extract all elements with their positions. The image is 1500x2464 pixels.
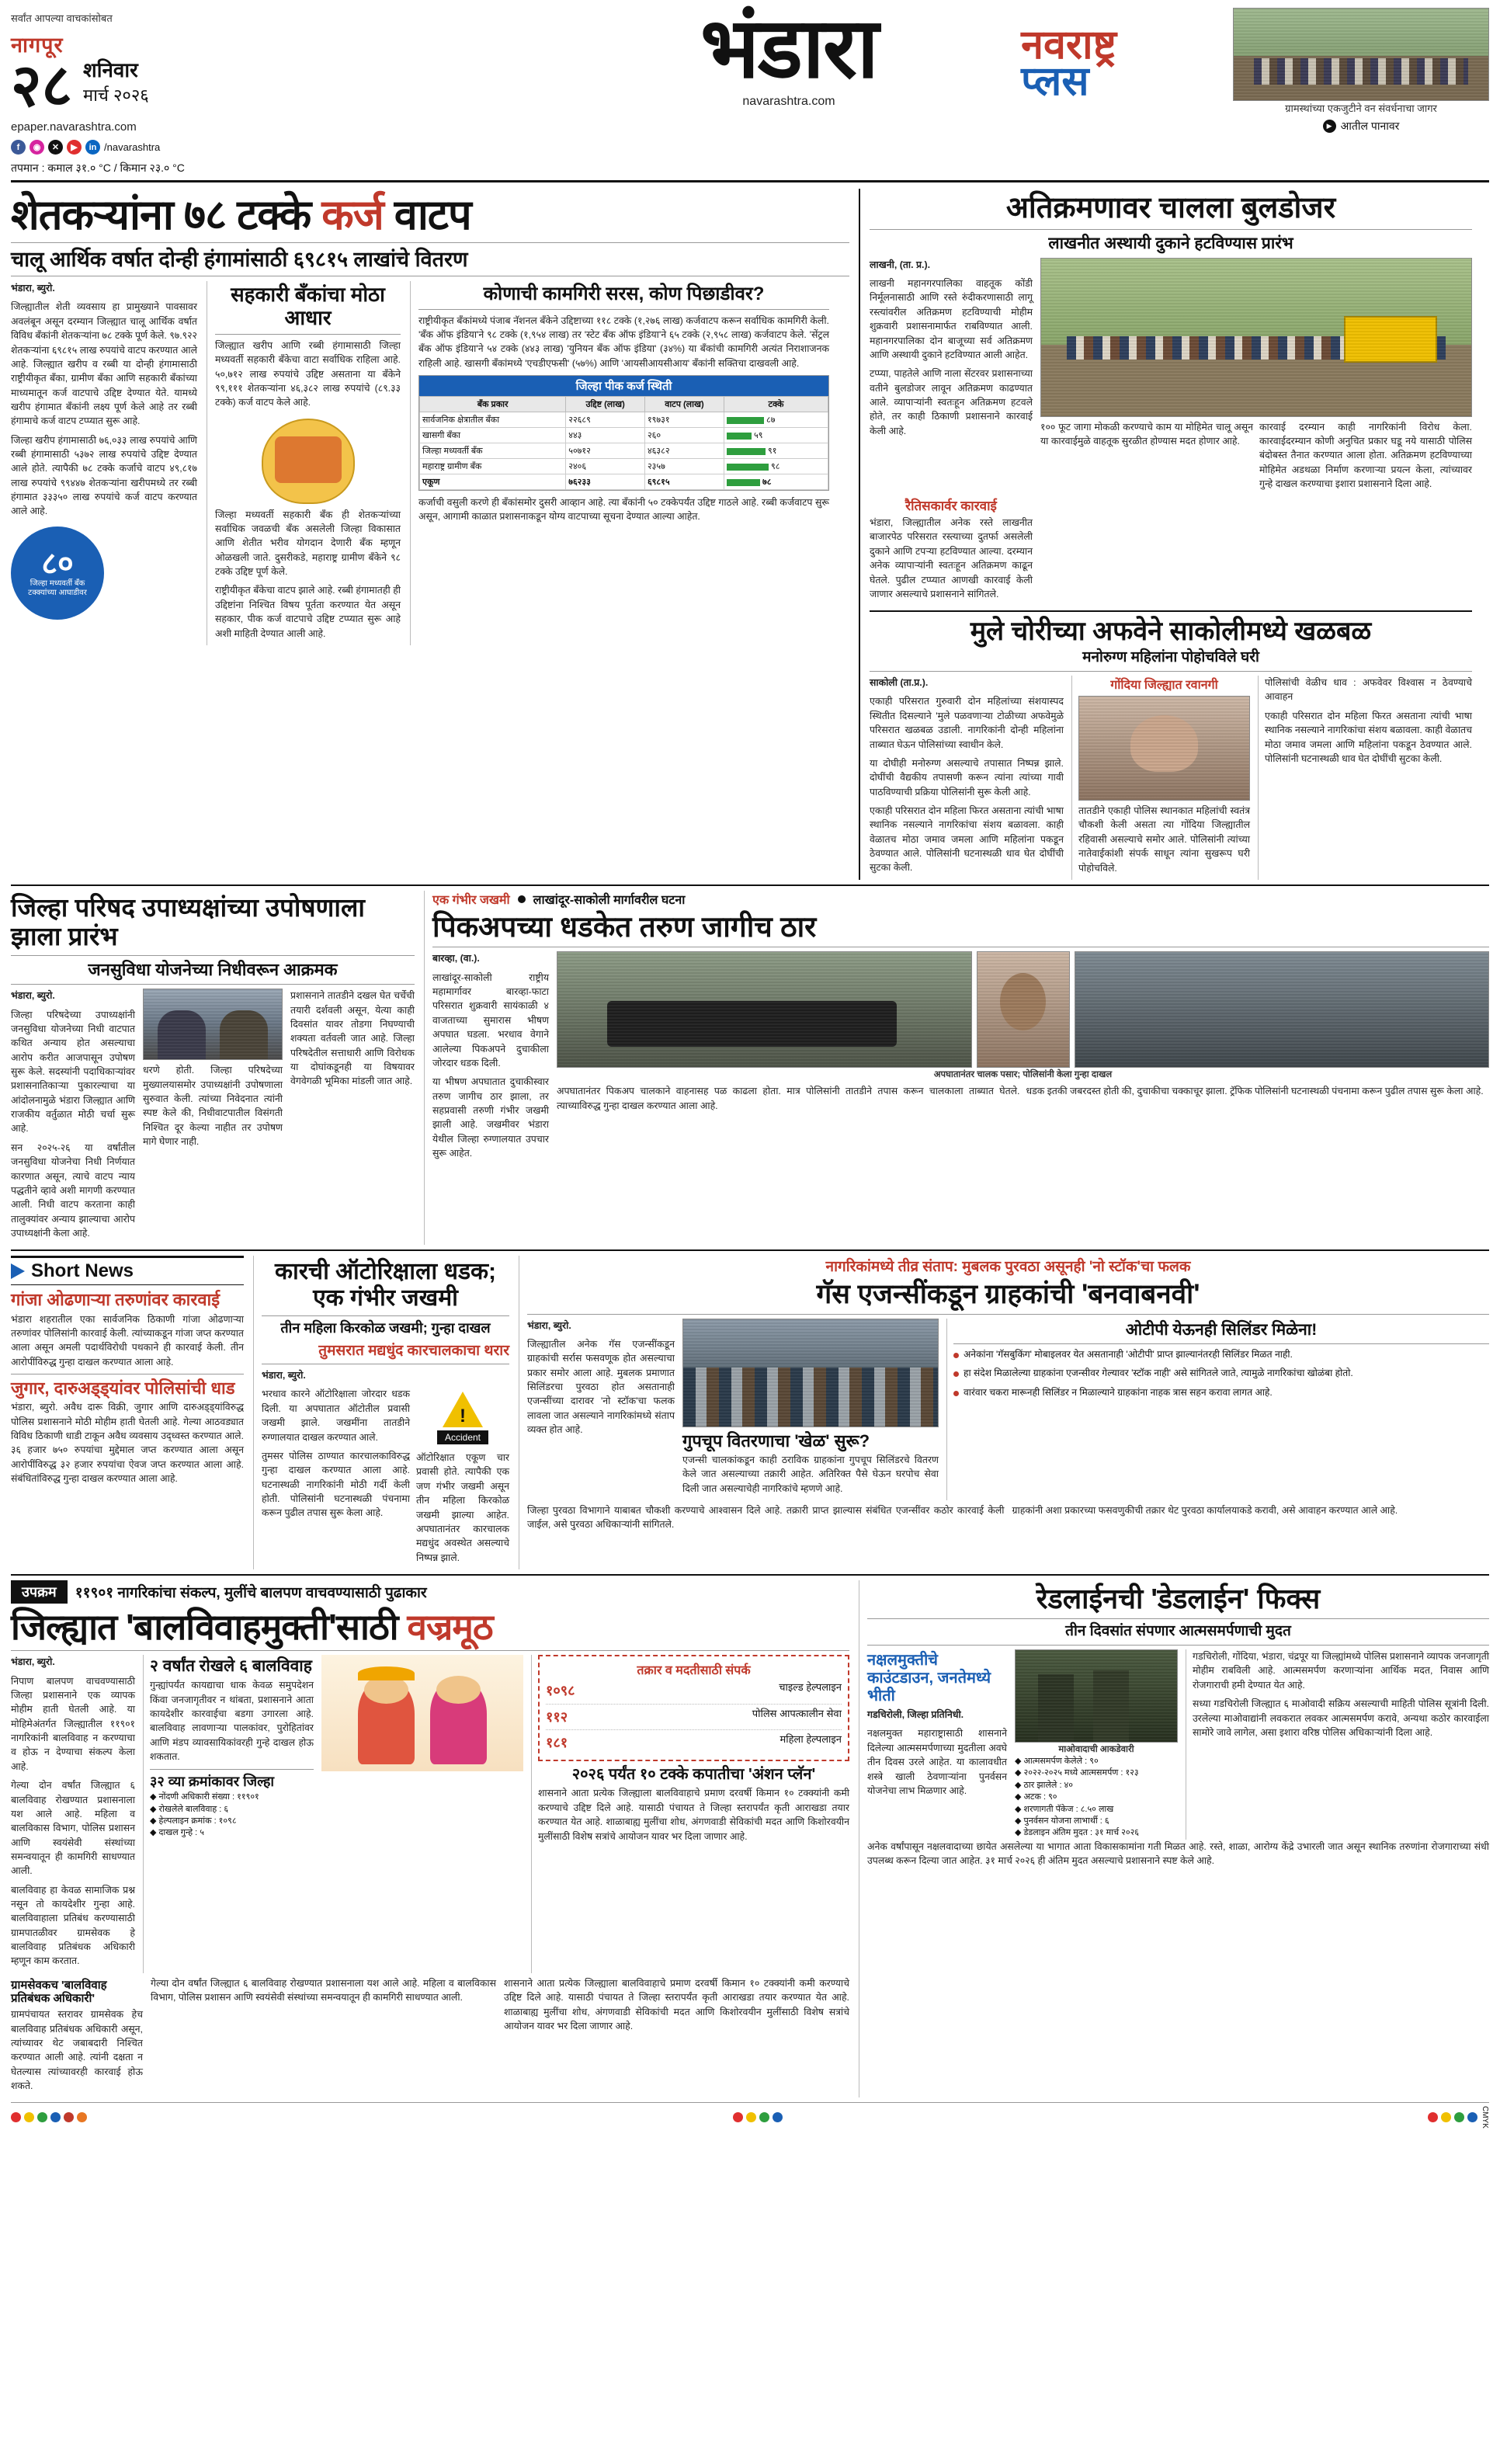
balvivah-extra-2: शासनाने आता प्रत्येक जिल्ह्याला बालविवाहाचे प्रमाण दरवर्षी किमान १० टक्क्यांनी कमी करण्याचे उद्दिष्ट दिले आहे. यासाठी पंचायत ते जिल्हा स्तरापर्यंत कृती आराखडा तयार करण्यात येत आहे. शाळाबाह्य मुलींचा शोध, अंगणवाडी सेविकांची मदत आणि किशोरवयीन मुलींसाठी विशेष सत्रांचे आयोजन यावर भर दिला जाणार आहे. <box>504 1977 849 2031</box>
lead-col3-text: राष्ट्रीयीकृत बँकांमध्ये पंजाब नॅशनल बँकेने उद्दिष्टाच्या ११८ टक्के (१,२७६ लाख) कर्जवाटप करून सर्वाधिक कामगिरी केली. 'बँक ऑफ इंडिया'ने ९८ टक्के (१,९५४ लाख) तर 'स्टेट बँक ऑफ इंडिया'ने ६५ टक्के (२,९५८ लाख) कर्जवाटप केले. 'सेंट्रल बँक ऑफ इंडिया'ने ५४ टक्के (४४३ लाख) 'युनियन बँक ऑफ इंडिया' (३४%) या बँकांची कामगिरी अत्यंत निराशाजनक राहिली आहे. खासगी बँकांमध्ये 'एचडीएफसी' (५७%) आणि 'आयसीआयसीआय' बँकांनी सक्तिचा दाखवली आहे. <box>418 315 829 369</box>
masthead-temperature: तपमान : कमाल ३१.० °C / किमान २३.० °C <box>11 162 185 174</box>
masthead-logo <box>345 3 1233 109</box>
accident-label: Accident <box>437 1430 488 1444</box>
short-news-title: Short News <box>31 1260 134 1282</box>
kidnap-col-1 <box>870 676 1064 880</box>
balvivah-text-2: गेल्या दोन वर्षांत जिल्ह्यात ६ बालविवाह रोखण्यात प्रशासनाला यश आले आहे. महिला व बालविकास विभाग, पोलिस प्रशासन आणि स्वयंसेवी संस्थांच्या समन्वयातून ही कामगिरी साधण्यात आली. <box>11 1780 135 1877</box>
table-row <box>420 474 828 490</box>
auto-subhead: तीन महिला किरकोळ जखमी; गुन्हा दाखल <box>280 1319 491 1336</box>
cell: ६९८१५ <box>644 474 724 490</box>
crop-loan-table-title: जिल्हा पीक कर्ज स्थिती <box>419 376 828 396</box>
balvivah-headline <box>11 1608 849 1646</box>
lead-col3-head: कोणाची कामगिरी सरस, कोण पिछाडीवर? <box>483 283 765 305</box>
balvivah-story <box>11 1580 849 2098</box>
gas-text-4: ग्राहकांनी अशा प्रकारच्या फसवणुकीची तक्रार थेट पुरवठा कार्यालयाकडे करावी, असे आवाहन करण्यात आले आहे. <box>1012 1504 1398 1516</box>
cell: एकूण <box>420 474 566 490</box>
auto-text-3: तुमसर पोलिस ठाण्यात कारचालकाविरुद्ध गुन्हा दाखल करण्यात आला आहे. घटनास्थळी नागरिकांनी मोठी गर्दी केली होती. पोलिसांनी घटनास्थळी पंचनामा करून पुढील तपास सुरू केला आहे. <box>262 1450 410 1519</box>
kidnap-text-1: एकाही परिसरात गुरुवारी दोन महिलांच्या संशयास्पद स्थितीत दिसल्याने 'मुले पळवणाऱ्या टोळीच्या अफवेमुळे परिसरात खळबळ उडाली. नागरिकांनी दोन्ही महिलांना ताब्यात घेऊन पोलिसांच्या स्वाधीन केले. <box>870 696 1064 750</box>
balvivah-text-1: निपाण बालपण वाचवण्यासाठी जिल्हा प्रशासनाने एक व्यापक मोहीम हाती घेतली आहे. या मोहिमेअंतर्गत जिल्ह्यातील ११९०१ नागरिकांनी बालविवाह न करण्याचा व होऊ न देण्याचा संकल्प केला आहे. <box>11 1675 135 1772</box>
lead-col2-head: सहकारी बँकांचा मोठा आधार <box>231 283 385 329</box>
linkedin-icon[interactable]: in <box>85 140 100 155</box>
kidnap-subhead: मनोरुग्ण महिलांना पोहोचविले घरी <box>1082 649 1259 666</box>
balvivah-rank-2: ◆ हेल्पलाइन क्रमांक : १०९८ <box>150 1816 237 1826</box>
promo-link-label: आतील पानावर <box>1340 119 1400 132</box>
gas-photo <box>682 1319 939 1427</box>
masthead <box>11 3 1489 182</box>
bulldozer-text-2: टप्प्या, पाहतेले आणि नाला सेंटरवर प्रशासनाच्या वतीने बुलडोजर लावून अतिक्रमण काढण्यात आले. व्यापाऱ्यांनी स्वतःहून अतिक्रमण हटवले होते, तर काही ठिकाणी प्रशासनाने कारवाई केली आहे. <box>870 368 1033 436</box>
bullet-dot-icon <box>953 1353 959 1358</box>
pickup-headline: पिकअपच्या धडकेत तरुण जागीच ठार <box>432 910 817 943</box>
lead-column <box>11 189 849 880</box>
kidnap-headline: मुले चोरीच्या अफवेने साकोलीमध्ये खळबळ <box>970 617 1372 647</box>
contact-label: पोलिस आपत्कालीन सेवा <box>752 1707 842 1719</box>
kidnap-text-3: एकाही परिसरात दोन महिला फिरत असताना त्यांची भाषा स्थानिक नसल्याने नागरिकांचा संशय बळावला. काही वेळातच मोठा जमाव जमला आणि महिलांना पकडून ठेवण्यात आले. पोलिसांनी घटनास्थळी धाव घेत दोघींची सुटका केली. <box>870 805 1064 874</box>
contact-head: तक्रार व मदतीसाठी संपर्क <box>637 1664 751 1678</box>
play-icon: ▶ <box>1323 120 1336 133</box>
zp-photo <box>143 989 283 1060</box>
short-news-item-0-text: भंडारा शहरातील एका सार्वजनिक ठिकाणी गांजा ओढणाऱ्या तरुणांवर पोलिसांनी कारवाई केली. त्यांच्याकडून गांजा जप्त करण्यात आला असून अमली पदार्थविरोधी पथकाने ही कारवाई केली. तीन आरोपींविरुद्ध गुन्हा दाखल करण्यात आला आहे. <box>11 1313 244 1368</box>
balvivah-text-3: बालविवाह हा केवळ सामाजिक प्रश्न नसून तो कायदेशीर गुन्हा आहे. बालविवाहाला प्रतिबंध करण्यासाठी ग्रामपातळीवर ग्रामसेवक हे बालविवाह प्रतिबंधक अधिकारी म्हणून काम करतात. <box>11 1884 135 1967</box>
masthead-promo <box>1233 8 1489 134</box>
balvivah-plan-head: २०२६ पर्यंत १० टक्के कपातीचा 'अंशन प्लॅन' <box>571 1766 816 1784</box>
instagram-icon[interactable]: ◉ <box>30 140 44 155</box>
cell: खासगी बँका <box>420 428 566 443</box>
short-news-item-1-head: जुगार, दारुअड्ड्यांवर पोलिसांची धाड <box>11 1378 235 1399</box>
cell-bar: ९८ <box>724 459 828 474</box>
bullet-separator-icon <box>518 895 526 903</box>
redline-stat-0: ◆ आत्मसमर्पण केलेले : ९० <box>1015 1757 1099 1767</box>
cell: २६० <box>644 428 724 443</box>
masthead-social <box>11 140 345 155</box>
lead-col3-text-b: कर्जाची वसुली करणे ही बँकांसमोर दुसरी आव्हान आहे. त्या बँकांनी ५० टक्केपर्यंत उद्दिष्ट गाठले आहे. रब्बी कर्जवाटप सुरू असून, आगामी काळात प्रशासनाकडून योग्य वाटपाच्या सूचना देण्यात आल्या आहेत. <box>418 497 829 523</box>
lead-headline-part2: वाटप <box>394 192 471 238</box>
kidnap-text-4: तातडीने एकाही पोलिस स्थानकात महिलांची स्वतंत्र चौकशी केली असता त्या गोंदिया जिल्ह्यातील रहिवासी असल्याचे समोर आले. पोलिसांनी त्यांच्या नातेवाईकांशी संपर्क साधून त्यांना सुखरूप घरी पोहोचविले. <box>1078 805 1250 874</box>
kidnap-col-2 <box>1071 676 1250 880</box>
pickup-photo-bike <box>557 951 972 1068</box>
redline-stat-2: ◆ ठार झालेले : ४० <box>1015 1780 1073 1790</box>
masthead-dateblock <box>11 52 345 119</box>
lead-col1-text-b: जिल्हा खरीप हंगामासाठी ७६,०३३ लाख रुपयांचे आणि रब्बी हंगामासाठी ५३७२ लाख रुपयांचे उद्दिष्ट देण्यात आले होते. त्यापैकी ७८ टक्के कर्जाचे वाटप ४९,८१७ लाख रुपयांचे ९९४४७ शेतकऱ्यांना खरीपमध्ये तर रब्बी हंगामात ३३३५० लाख रुपयांचे कर्ज वाटप करण्यात आले आहे. <box>11 434 197 517</box>
arrow-icon <box>11 1263 25 1279</box>
gas-text-3: जिल्हा पुरवठा विभागाने याबाबत चौकशी करण्याचे आश्वासन दिले आहे. तक्रारी प्राप्त झाल्यास संबंधित एजन्सींवर कठोर कारवाई केली जाईल, असे पुरवठा अधिकाऱ्यांनी सांगितले. <box>527 1504 1005 1531</box>
pickup-kicker-left: एक गंभीर जखमी <box>432 893 510 907</box>
gas-bullet-1-text: हा संदेश मिळालेल्या ग्राहकांना एजन्सीवर गेल्यावर 'स्टॉक नाही' असे सांगितले जाते, त्यामुळे नागरिकांचा खोळंबा होतो. <box>964 1368 1353 1379</box>
contact-row-2[interactable] <box>546 1730 842 1755</box>
balvivah-rank-0: ◆ नोंदणी अधिकारी संख्या : ११९०१ <box>150 1792 259 1802</box>
pickup-photo-crowd <box>1075 951 1490 1068</box>
lead-col2-text-b: जिल्हा मध्यवर्ती सहकारी बँक ही शेतकऱ्यांच्या सर्वाधिक जवळची बँक असलेली जिल्हा विकासात आणि शेतीत भरीव योगदान देणारी बँक म्हणून ओळखली जाते. दुसरीकडे, महाराष्ट्र ग्रामीण बँकेने ९८ टक्के उद्दिष्ट पूर्ण केले. <box>215 509 401 578</box>
pickup-text-2: या भीषण अपघातात दुचाकीस्वार तरुण जागीच ठार झाला, तर सहप्रवासी तरुणी गंभीर जखमी झाली आहे. जखमीवर भंडारा येथील जिल्हा रुग्णालयात उपचार सुरू आहेत. <box>432 1076 549 1159</box>
redline-text-3: सध्या गडचिरोली जिल्ह्यात ६ माओवादी सक्रिय असल्याची माहिती पोलिस सूत्रांनी दिली. उरलेल्या माओवाद्यांनी लवकरात लवकर आत्मसमर्पण करावे, अन्यथा कठोर कारवाईला सामोरे जावे लागेल, असा इशारा वरिष्ठ पोलिस अधिकाऱ्यांनी दिला आहे. <box>1193 1698 1489 1738</box>
zp-dateline: भंडारा, ब्युरो. <box>11 990 55 1002</box>
gas-dateline: भंडारा, ब्युरो. <box>527 1319 571 1331</box>
balvivah-bottom-head: ग्रामसेवकच 'बालविवाह प्रतिबंधक अधिकारी' <box>11 1978 107 2006</box>
bulldozer-headline: अतिक्रमणावर चालला बुलडोजर <box>1005 192 1336 224</box>
auto-headline: कारची ऑटोरिक्षाला धडक; एक गंभीर जखमी <box>274 1259 497 1311</box>
stat-badge-number: ८० <box>41 547 74 582</box>
gas-sub1: गुपचूप वितरणाचा 'खेळ' सुरू? <box>682 1430 870 1451</box>
gas-right-head: ओटीपी येऊनही सिलिंडर मिळेना! <box>1125 1320 1318 1339</box>
lead-col-3 <box>410 281 829 645</box>
balvivah-stat-text: गुन्ह्यांपर्यंत कायद्याचा धाक केवळ समुपदेशन किंवा जनजागृतीवर न थांबता, प्रशासनाने आता कायदेशीर कारवाईचा बडगा उगारला आहे. बालविवाह लावणाऱ्या पालकांवर, पुरोहितांवर आणि मंडप व्यावसायिकांवरही गुन्हे दाखल होऊ शकतात. <box>150 1680 314 1763</box>
zp-subhead: जनसुविधा योजनेच्या निधीवरून आक्रमक <box>88 959 338 979</box>
redline-text-2: गडचिरोली, गोंदिया, भंडारा, चंद्रपूर या जिल्ह्यांमध्ये पोलिस प्रशासनाने व्यापक जनजागृती मोहीम राबविली आहे. आत्मसमर्पण करणाऱ्यांना आर्थिक मदत, निवास आणि रोजगाराची हमी देण्यात येत आहे. <box>1193 1651 1489 1691</box>
gas-story <box>519 1256 1489 1569</box>
lead-col2-text: जिल्ह्यात खरीप आणि रब्बी हंगामासाठी जिल्हा मध्यवर्ती सहकारी बँकेचा वाटा सर्वाधिक राहिला आहे. ५०,७१२ लाख रुपयांचे उद्दिष्ट असताना या बँकेने ९९,१११ शेतकऱ्यांना ४६,३८२ लाख रुपयांचे (८९.३३ टक्के) कर्ज वाटप केले आहे. <box>215 339 401 408</box>
redline-stat-3: ◆ अटक : ९० <box>1015 1792 1057 1802</box>
contact-number: १०९८ <box>546 1683 575 1699</box>
cell: जिल्हा मध्यवर्ती बँक <box>420 443 566 459</box>
crop-loan-data-table <box>419 396 828 490</box>
auto-kicker: तुमसरात मद्यधुंद कारचालकाचा थरार <box>318 1343 509 1360</box>
bulldozer-subhead: लाखनीत अस्थायी दुकाने हटविण्यास प्रारंभ <box>1048 234 1293 252</box>
redline-photo <box>1015 1649 1178 1743</box>
cell-bar: ७८ <box>724 474 828 490</box>
zp-text-2: सन २०२५-२६ या वर्षांतील जनसुविधा योजनेचा निधी निर्णयात कारणात असून, त्याचे वाटप न्याय पद्धतीने व्हावे अशी मागणी करण्यात आली. निधी वाटप करताना काही तालुक्यांवर अन्याय झाल्याचा आरोप उपाध्यक्षांनी केला आहे. <box>11 1142 135 1239</box>
gas-bullet-0 <box>953 1348 1489 1362</box>
lead-headline-highlight: कर्ज <box>321 192 384 238</box>
cell: सार्वजनिक क्षेत्रातील बँका <box>420 412 566 428</box>
masthead-day: शनिवार <box>83 58 138 82</box>
bullet-dot-icon <box>953 1391 959 1396</box>
cell: ५०७१२ <box>566 443 645 459</box>
contact-number: १८१ <box>546 1735 568 1751</box>
lead-col-1 <box>11 281 197 645</box>
short-news-item-1-text: भंडारा, ब्युरो. अवैध दारू विक्री, जुगार आणि दारुअड्ड्यांविरुद्ध पोलिस प्रशासनाने मोठी मोहीम हाती घेतली आहे. गेल्या आठवड्यात विविध ठिकाणी धाडी टाकून अवैध व्यवसाय उद्ध्वस्त करण्यात आले. ३६ हजार ७५० रुपयांचा मुद्देमाल जप्त करण्यात आला असून आरोपींविरुद्ध ३२ हजार रुपयांचा ऐवज जप्त करण्यात आला आहे. संबंधितांविरुद्ध गुन्हा दाखल करण्यात आला आहे. <box>11 1402 244 1485</box>
zp-text-1: जिल्हा परिषदेच्या उपाध्यक्षांनी जनसुविधा योजनेच्या निधी वाटपात कथित अन्याय होत असल्याचा आरोप करीत आजपासून उपोषण सुरू केले. सदस्यांनी पदाधिकाऱ्यांवर प्रशासनातिकाऱ्या पुकारल्याचा या आंदोलनामुळे भंडारा जिल्ह्यात आणि राजकीय वर्तुळात मोठी चर्चा सुरू आहे. <box>11 1009 135 1135</box>
masthead-tagline: सर्वांत आपल्या वाचकांसोबत <box>11 12 113 24</box>
masthead-epaper-url[interactable]: epaper.navarashtra.com <box>11 120 137 134</box>
money-bag-illustration <box>250 415 366 508</box>
lead-subhead: चालू आर्थिक वर्षात दोन्ही हंगामांसाठी ६९८१५ लाखांचे वितरण <box>11 247 468 271</box>
balvivah-bottom-text: ग्रामपंचायत स्तरावर ग्रामसेवक हेच बालविवाह प्रतिबंधक अधिकारी असून, त्यांच्यावर थेट जबाबदारी निश्चित करण्यात आली आहे. त्यांनी दक्षता न घेतल्यास त्यांच्यावरही कारवाई होऊ शकते. <box>11 2009 143 2092</box>
cell: २३५७ <box>644 459 724 474</box>
redline-photo-caption: माओवादाची आकडेवारी <box>1058 1745 1134 1755</box>
gas-kicker: नागरिकांमध्ये तीव्र संताप: मुबलक पुरवठा असूनही 'नो स्टॉक'चा फलक <box>825 1259 1191 1276</box>
cell-bar: ५९ <box>724 428 828 443</box>
auto-story <box>253 1256 509 1569</box>
main-top-grid <box>11 189 1489 880</box>
cell: ७६२३३ <box>566 474 645 490</box>
kidnap-photo <box>1078 696 1250 801</box>
stat-badge-text: जिल्हा मध्यवर्ती बँक टक्क्यांच्या आघाडीवर <box>28 579 87 597</box>
masthead-city: नागपूर <box>11 33 64 57</box>
bulldozer-photo <box>1040 258 1472 417</box>
balvivah-rank-head: ३२ व्या क्रमांकावर जिल्हा <box>150 1773 275 1789</box>
balvivah-extra-1: गेल्या दोन वर्षांत जिल्ह्यात ६ बालविवाह रोखण्यात प्रशासनाला यश आले आहे. महिला व बालविकास विभाग, पोलिस प्रशासन आणि स्वयंसेवी संस्थांच्या समन्वयातून ही कामगिरी साधण्यात आली. <box>151 1977 496 2004</box>
bulldozer-text-4: कारवाई दरम्यान काही नागरिकांनी विरोध केला. कारवाईदरम्यान कोणी अनुचित प्रकार घडू नये यासाठी पोलिस बंदोबस्त तैनात करण्यात आला होता. अतिक्रमण हटविण्याच्या मोहिमेत अडथळा निर्माण करणाऱ्या प्रयत्न केला, त्यांच्यावर गुन्हे दाखल करण्याचा इशारा प्रशासनाने दिला आहे. <box>1259 421 1472 490</box>
kidnap-dateline: साकोली (ता.प्र.). <box>870 677 929 689</box>
contact-row-1[interactable] <box>546 1705 842 1730</box>
kidnap-text-5: एकाही परिसरात दोन महिला फिरत असताना त्यांची भाषा स्थानिक नसल्याने नागरिकांचा संशय बळावला. काही वेळातच मोठा जमाव जमला आणि महिलांना पकडून ठेवण्यात आले. पोलिसांनी घटनास्थळी धाव घेत दोघींची सुटका केली. <box>1265 710 1472 764</box>
cell: ४४३ <box>566 428 645 443</box>
youtube-icon[interactable]: ▶ <box>67 140 82 155</box>
redline-story <box>859 1580 1489 2098</box>
short-news-block <box>11 1256 244 1569</box>
lead-headline <box>11 193 849 238</box>
bulldozer-text-1: लाखनी महानगरपालिका वाहतूक कोंडी निर्मूलनासाठी आणि रस्ते रुंदीकरणासाठी लागू रस्त्यांवरील अतिक्रमण हटविण्याची मोहीम शुक्रवारी प्रशासनामार्फत राबविण्यात आली. महानगरपालिका दोन बाजूच्या सर्व अतिक्रमण आणि अस्थायी दुकाने हटविण्यात आली आहेत. <box>870 278 1033 360</box>
contact-row-0[interactable] <box>546 1678 842 1704</box>
short-news-item-0-head: गांजा ओढणाऱ्या तरुणांवर कारवाई <box>11 1290 220 1310</box>
table-row <box>420 428 828 443</box>
balvivah-rank-3: ◆ दाखल गुन्हे : ५ <box>150 1828 204 1838</box>
balvivah-kicker: ११९०१ नागरिकांचा संकल्प, मुलींचे बालपण वाचवण्यासाठी पुढाकार <box>75 1584 427 1601</box>
bulldozer-sub2-text: भंडारा, जिल्ह्यातील अनेक रस्ते लाखनीत बाजारपेठ परिसरात रस्त्याच्या दुतर्फा असलेली दुकाने आणि टपऱ्या हटविण्यात आल्या. दरम्यान अनेक व्यापाऱ्यांनी स्वतःहून अतिक्रमण काढून घेतले. पुढील टप्प्यात आणखी कारवाई केली जाणार असल्याचे प्रशासनाने सांगितले. <box>870 517 1033 599</box>
cell-bar: ८७ <box>724 412 828 428</box>
redline-subhead: तीन दिवसांत संपणार आत्मसमर्पणाची मुदत <box>1065 1623 1291 1640</box>
registration-dots-right <box>1428 2106 1489 2129</box>
bulldozer-text-col <box>870 258 1033 496</box>
gas-bullet-0-text: अनेकांना 'गॅसबुकिंग' मोबाइलवर येत असतानाही 'ओटीपी' प्राप्त झाल्यानंतरही सिलिंडर मिळत नाही. <box>964 1348 1293 1360</box>
redline-text-1: नक्षलमुक्त महाराष्ट्रासाठी शासनाने दिलेल्या आत्मसमर्पणाच्या मुदतीला अवघे तीन दिवस उरले आहेत. या कालावधीत शस्त्रे खाली ठेवणाऱ्यांना पुनर्वसन योजनेचा लाभ मिळणार आहे. <box>867 1728 1007 1796</box>
redline-stat-4: ◆ शरणागती पॅकेज : ८.५० लाख <box>1015 1804 1114 1814</box>
zp-text-3: धरणे होती. जिल्हा परिषदेच्या मुख्यालयासमोर उपाध्यक्षांनी उपोषणाला सुरुवात केली. त्यांच्या निवेदनात त्यांनी स्पष्ट केले की, निधीवाटपातील विसंगती निश्चित दूर केल्या नाहीत तर उपोषण मागे घेणार नाही. <box>143 1065 283 1147</box>
kidnap-right-label: गोंदिया जिल्ह्यात रवानगी <box>1110 679 1218 693</box>
cell-bar: ९१ <box>724 443 828 459</box>
balvivah-headline-part1: जिल्ह्यात 'बालविवाहमुक्ती'साठी <box>11 1606 398 1647</box>
table-row <box>420 443 828 459</box>
masthead-month-year: मार्च २०२६ <box>83 85 149 105</box>
cell: ४६३८२ <box>644 443 724 459</box>
balvivah-tag: उपक्रम <box>11 1580 68 1604</box>
registration-dots-left <box>11 2112 87 2122</box>
bulldozer-dateline: लाखनी, (ता. प्र.). <box>870 259 931 270</box>
gas-bullet-2-text: वारंवार चकरा मारूनही सिलिंडर न मिळाल्याने ग्राहकांना नाहक त्रास सहन करावा लागत आहे. <box>964 1387 1273 1399</box>
masthead-date-number: २८ <box>11 52 73 119</box>
logo-brand <box>1021 23 1116 104</box>
gas-headline: गॅस एजन्सींकडून ग्राहकांची 'बनवाबनवी' <box>816 1279 1200 1310</box>
bulldozer-text-3: १०० फूट जागा मोकळी करण्याचे काम या मोहिमेत चालू असून या कारवाईमुळे वाहतूक सुरळीत होण्यास मदत होणार आहे. <box>1040 421 1253 447</box>
gas-text-2: एजन्सी चालकांकडून काही ठराविक ग्राहकांना गुपचूप सिलिंडरचे वितरण केले जात असल्याच्या तक्रारी आहेत. अतिरिक्त पैसे घेऊन घरपोच सेवा दिली जात असल्याचेही नागरिकांचे म्हणणे आहे. <box>682 1454 939 1494</box>
promo-link[interactable] <box>1233 119 1489 134</box>
registration-dots-center <box>733 2112 783 2122</box>
balvivah-stat-head: २ वर्षांत रोखले ६ बालविवाह <box>150 1657 312 1676</box>
auto-dateline: भंडारा, ब्युरो. <box>262 1370 306 1381</box>
zp-text-4: प्रशासनाने तातडीने दखल घेत चर्चेची तयारी दर्शवली असून, येत्या काही दिवसांत यावर तोडगा निघण्याची शक्यता वर्तवली जात आहे. जिल्हा परिषदेतील सत्ताधारी आणि विरोधक या दोघांकडूनही या विषयावर वेगवेगळी भूमिका मांडली जात आहे. <box>290 990 415 1087</box>
cell: १९७३१ <box>644 412 724 428</box>
redline-headline: रेडलाईनची 'डेडलाईन' फिक्स <box>1036 1582 1321 1614</box>
lead-col2-text-c: राष्ट्रीयीकृत बँकेचा वाटप झाले आहे. रब्बी हंगामातही ही उद्दिष्टांना निश्चित विषय पूर्तता करण्यात येत असून सहकार, पीक कर्ज वाटपाचे उद्दिष्ट टप्प्यात सुरू आहे अशी माहिती देण्यात आली आहे. <box>215 585 401 639</box>
crop-loan-table <box>418 375 829 491</box>
auto-text-1: भरधाव कारने ऑटोरिक्षाला जोरदार धडक दिली. या अपघातात ऑटोतील प्रवासी जखमी झाले. जखमींना तातडीने रुग्णालयात दाखल करण्यात आले. <box>262 1388 410 1443</box>
redline-stat-1: ◆ २०२२-२०२५ मध्ये आत्मसमर्पण : १२३ <box>1015 1768 1139 1778</box>
auto-text-2: ऑटोरिक्षात एकूण चार प्रवासी होते. त्यापैकी एक जण गंभीर जखमी असून तीन महिला किरकोळ जखमी झाल्या आहेत. अपघातानंतर कारचालक मद्यधुंद अवस्थेत असल्याचे निष्पन्न झाले. <box>416 1452 509 1563</box>
redline-dateline: गडचिरोली, जिल्हा प्रतिनिधी. <box>867 1709 964 1721</box>
balvivah-rank-1: ◆ रोखलेले बालविवाह : ६ <box>150 1804 229 1814</box>
logo-navarashtra: नवराष्ट्र <box>1021 23 1116 68</box>
logo-title: भंडारा <box>700 3 877 96</box>
contact-box <box>538 1655 849 1761</box>
third-band <box>11 1256 1489 1569</box>
gas-bullet-2 <box>953 1386 1489 1400</box>
redline-left-head: नक्षलमुक्तीचे काउंटडाउन, जनतेमध्ये भीती <box>867 1652 991 1705</box>
pickup-text-3: अपघातानंतर पिकअप चालकाने वाहनासह पळ काढला होता. मात्र पोलिसांनी तातडीने तपास करून चालकाला ताब्यात घेतले. त्याच्याविरुद्ध गुन्हा दाखल करण्यात आला आहे. <box>557 1086 1020 1111</box>
redline-text-4: अनेक वर्षांपासून नक्षलवादाच्या छायेत असलेल्या या भागात आता विकासकामांना गती मिळत आहे. रस्ते, शाळा, आरोग्य केंद्रे उभारली जात असून स्थानिक तरुणांना रोजगाराच्या संधी उपलब्ध करून दिल्या जात आहेत. ३१ मार्च २०२६ ही अंतिम मुदत असल्याचे प्रशासनाने स्पष्ट केले आहे. <box>867 1840 1489 1867</box>
th-0: बँक प्रकार <box>420 397 566 412</box>
contact-label: चाइल्ड हेल्पलाइन <box>779 1681 842 1694</box>
redline-stat-5: ◆ पुनर्वसन योजना लाभार्थी : ६ <box>1015 1816 1109 1826</box>
right-column <box>859 189 1472 880</box>
cell: महाराष्ट्र ग्रामीण बँक <box>420 459 566 474</box>
masthead-left <box>11 8 345 176</box>
bulldozer-photo-col <box>1040 258 1472 496</box>
balvivah-headline-part2: वज्रमूठ <box>407 1606 493 1647</box>
pickup-photo-accused <box>977 951 1070 1068</box>
gas-text-1: जिल्ह्यातील अनेक गॅस एजन्सींकडून ग्राहकांची सर्रास फसवणूक होत असल्याचा प्रकार समोर आला आहे. मुबलक प्रमाणात सिलिंडरचा पुरवठा होत असतानाही एजन्सींच्या दारावर 'नो स्टॉक'चा फलक लावला जात असल्याने नागरिकांमध्ये संताप व्यक्त होत आहे. <box>527 1338 675 1436</box>
warning-icon <box>443 1392 483 1427</box>
th-3: टक्के <box>724 397 828 412</box>
masthead-website[interactable]: navarashtra.com <box>742 95 835 108</box>
lead-col1-text: जिल्ह्यातील शेती व्यवसाय हा प्रामुख्याने पावसावर अवलंबून असून दरम्यान जिल्ह्यात चालू आर्थिक वर्षात विविध बँकांनी शेतकऱ्यांना ७८ टक्के पूर्ण केले. ९७.९२२ शेतकऱ्यांना ६९८१५ लाख रुपयांचे वाटप करण्यात आले आहे. जिल्ह्यात खरीप व रब्बी या दोन्ही हंगामासाठी राष्ट्रीयीकृत बँका, ग्रामीण बँका आणि सहकारी बँकांच्या माध्यमातून कर्ज वाटपाचे उद्दिष्ट देण्यात येते. यामध्ये खरीप हंगामात बँकांनी लक्ष्य पूर्ण केले आहे तर रब्बी हंगामाचे कर्ज वाटप टप्प्यात सुरू आहे. <box>11 301 197 427</box>
cell: २२६८९ <box>566 412 645 428</box>
child-marriage-illustration <box>321 1655 523 1771</box>
th-2: वाटप (लाख) <box>644 397 724 412</box>
cmyk-label: CMYK <box>1481 2106 1489 2129</box>
promo-photo <box>1233 8 1489 101</box>
pickup-text-4: धडक इतकी जबरदस्त होती की, दुचाकीचा चक्काचूर झाला. ट्रॅफिक पोलिसांनी घटनास्थळी पंचनामा करून पुढील तपास सुरू केला आहे. <box>1026 1086 1484 1097</box>
contact-label: महिला हेल्पलाइन <box>780 1733 842 1746</box>
pickup-kicker-right: लाखांदूर-साकोली मार्गावरील घटना <box>533 893 686 907</box>
gas-bullet-1 <box>953 1367 1489 1381</box>
redline-stat-6: ◆ डेडलाइन अंतिम मुदत : ३१ मार्च २०२६ <box>1015 1828 1140 1838</box>
pickup-photo-caption: अपघातानंतर चालक पसार; पोलिसांनी केला गुन्हा दाखल <box>933 1070 1113 1080</box>
contact-number: ११२ <box>546 1708 568 1725</box>
pickup-dateline: बारव्हा, (वा.). <box>432 953 480 964</box>
pickup-text-1: लाखांदूर-साकोली राष्ट्रीय महामार्गावर बारव्हा-फाटा परिसरात शुक्रवारी सायंकाळी ४ वाजताच्या सुमारास भीषण अपघात घडला. भरधाव वेगाने आलेल्या पिकअपने दुचाकीला जोरदार धडक दिली. <box>432 971 549 1069</box>
cell: २४०६ <box>566 459 645 474</box>
facebook-icon[interactable]: f <box>11 140 26 155</box>
th-1: उद्दिष्ट (लाख) <box>566 397 645 412</box>
lead-col-2 <box>207 281 401 645</box>
promo-caption: ग्रामस्थांच्या एकजुटीने वन संवर्धनाचा जागर <box>1285 103 1437 114</box>
zp-story <box>11 891 415 1245</box>
x-icon[interactable]: ✕ <box>48 140 63 155</box>
stat-badge <box>11 527 104 620</box>
lead-headline-part1: शेतकऱ्यांना ७८ टक्के <box>11 192 311 238</box>
balvivah-dateline: भंडारा, ब्युरो. <box>11 1656 55 1668</box>
kidnap-col-3 <box>1258 676 1472 880</box>
kidnap-text-2: या दोघीही मनोरुग्ण असल्याचे तपासात निष्पन्न झाले. दोघींची वैद्यकीय तपासणी करून त्यांना त्यांच्या गावी पाठविण्याची प्रक्रिया पोलिसांनी सुरू केली आहे. <box>870 757 1064 798</box>
logo-plus: प्लस <box>1021 59 1089 104</box>
second-band <box>11 891 1489 1245</box>
table-row <box>420 412 828 428</box>
short-news-header <box>11 1256 244 1285</box>
kidnap-note: पोलिसांची वेळीच धाव : अफवेवर विश्वास न ठेवण्याचे आवाहन <box>1265 677 1472 703</box>
lead-dateline: भंडारा, ब्युरो. <box>11 283 55 294</box>
balvivah-plan-text: शासनाने आता प्रत्येक जिल्ह्याला बालविवाहाचे प्रमाण दरवर्षी किमान १० टक्क्यांनी कमी करण्याचे उद्दिष्ट दिले आहे. यासाठी पंचायत ते जिल्हा स्तरापर्यंत कृती आराखडा तयार करण्यात येत आहे. शाळाबाह्य मुलींचा शोध, अंगणवाडी सेविकांची मदत आणि किशोरवयीन मुलींसाठी विशेष सत्रांचे आयोजन यावर भर दिला जाणार आहे. <box>538 1788 849 1842</box>
table-row <box>420 459 828 474</box>
bulldozer-sub2-head: रैतिसकार्वर कारवाई <box>905 498 997 513</box>
bullet-dot-icon <box>953 1371 959 1377</box>
bottom-band <box>11 1580 1489 2098</box>
social-handle: /navarashtra <box>104 141 161 153</box>
pickup-story <box>424 891 1489 1245</box>
page-footer <box>11 2102 1489 2129</box>
zp-headline: जिल्हा परिषद उपाध्यक्षांच्या उपोषणाला झाला प्रारंभ <box>11 892 365 950</box>
